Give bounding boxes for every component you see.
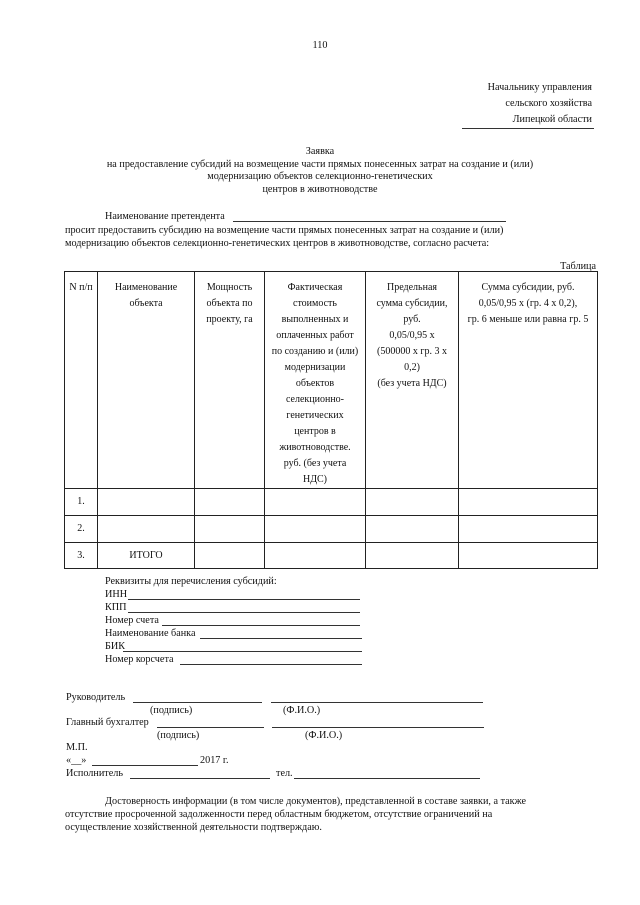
requisite-kpp-label: КПП [105,602,127,613]
table-header-row [65,272,598,489]
head-signature-field[interactable] [133,702,262,703]
accountant-signature-field[interactable] [157,727,264,728]
page-number: 110 [312,40,328,51]
addressee-signature-line [462,128,594,129]
date-prefix: «__» [66,755,87,766]
row-cell[interactable] [459,489,598,516]
requisites-title: Реквизиты для перечисления субсидий: [105,576,277,587]
row-num: 3. [65,543,98,569]
accountant-name-field[interactable] [272,727,484,728]
executor-field[interactable] [130,778,270,779]
date-suffix: 2017 г. [200,755,229,766]
calculation-table [64,271,598,569]
table-row [65,516,598,543]
row-total-label: ИТОГО [98,543,195,569]
row-cell[interactable] [459,543,598,569]
applicant-name-line [233,221,506,222]
row-cell[interactable] [265,543,366,569]
head-name-field[interactable] [271,702,483,703]
head-label: Руководитель [66,692,126,703]
requisite-bik-field[interactable] [123,651,362,652]
addressee-line: Начальнику управления [487,82,592,93]
date-field[interactable] [92,765,198,766]
requisite-inn-label: ИНН [105,589,128,600]
row-cell[interactable] [195,543,265,569]
row-cell[interactable] [366,516,459,543]
row-num: 2. [65,516,98,543]
requisite-bank-field[interactable] [200,638,362,639]
requisite-kpp-field[interactable] [128,612,360,613]
row-name [98,516,195,543]
name-hint: (Ф.И.О.) [305,730,343,741]
addressee-line: сельского хозяйства [505,98,592,109]
phone-field[interactable] [294,778,480,779]
requisite-bik-label: БИК [105,641,126,652]
document-title [0,146,640,196]
row-cell[interactable] [366,489,459,516]
signature-hint: (подпись) [157,730,200,741]
row-cell[interactable] [366,543,459,569]
name-hint: (Ф.И.О.) [283,705,321,716]
header-subsidy-amount: Сумма субсидии, руб. 0,05/0,95 х (гр. 4 х 0,2), гр. 6 меньше или равна гр. 5 [459,272,598,489]
header-actual-cost: Фактическая стоимость выполненных и оплаченных работ по созданию и (или) модернизации объектов селекционно- генетических центров в животноводстве. руб. (без учета НДС) [265,272,366,489]
applicant-request-line: просит предоставить субсидию на возмещение части прямых понесенных затрат на создание и (или) [65,225,504,236]
declaration-line: отсутствие просроченной задолженности перед областным бюджетом, отсутствие ограничений на [65,809,493,820]
row-cell[interactable] [265,516,366,543]
header-num: N п/п [65,272,98,489]
phone-label: тел. [276,768,293,779]
requisite-inn-field[interactable] [128,599,360,600]
table-row [65,543,598,569]
row-name [98,489,195,516]
applicant-label: Наименование претендента [105,211,225,222]
requisite-corr-account-field[interactable] [180,664,362,665]
signature-hint: (подпись) [150,705,193,716]
addressee-line: Липецкой области [512,114,592,125]
row-cell[interactable] [195,516,265,543]
title-line: на предоставление субсидий на возмещение части прямых понесенных затрат на создание и (или) [106,158,534,170]
row-num: 1. [65,489,98,516]
row-cell[interactable] [195,489,265,516]
title-line: модернизацию объектов селекционно-генетических [207,171,433,182]
declaration-line: Достоверность информации (в том числе документов), представленной в составе заявки, а также [105,796,527,807]
title-line: центров в животноводстве [262,183,378,195]
row-cell[interactable] [459,516,598,543]
row-cell[interactable] [265,489,366,516]
header-max-subsidy: Предельная сумма субсидии, руб. 0,05/0,95 х (500000 х гр. 3 х 0,2) (без учета НДС) [366,272,459,489]
header-capacity: Мощность объекта по проекту, га [195,272,265,489]
executor-label: Исполнитель [66,768,123,779]
requisite-account-label: Номер счета [105,615,159,626]
requisite-bank-label: Наименование банка [105,628,196,639]
title-word: Заявка [305,146,335,157]
requisite-account-field[interactable] [162,625,360,626]
declaration-line: осуществление хозяйственной деятельности подтверждаю. [65,822,322,833]
stamp-label: М.П. [66,742,88,753]
accountant-label: Главный бухгалтер [66,717,149,728]
table-caption: Таблица [560,261,596,272]
addressee-block [488,80,592,128]
applicant-request-line: модернизацию объектов селекционно-генетических центров в животноводстве, согласно расчета: [65,238,490,249]
table-row [65,489,598,516]
requisite-corr-account-label: Номер корсчета [105,654,174,665]
header-object-name: Наименование объекта [98,272,195,489]
